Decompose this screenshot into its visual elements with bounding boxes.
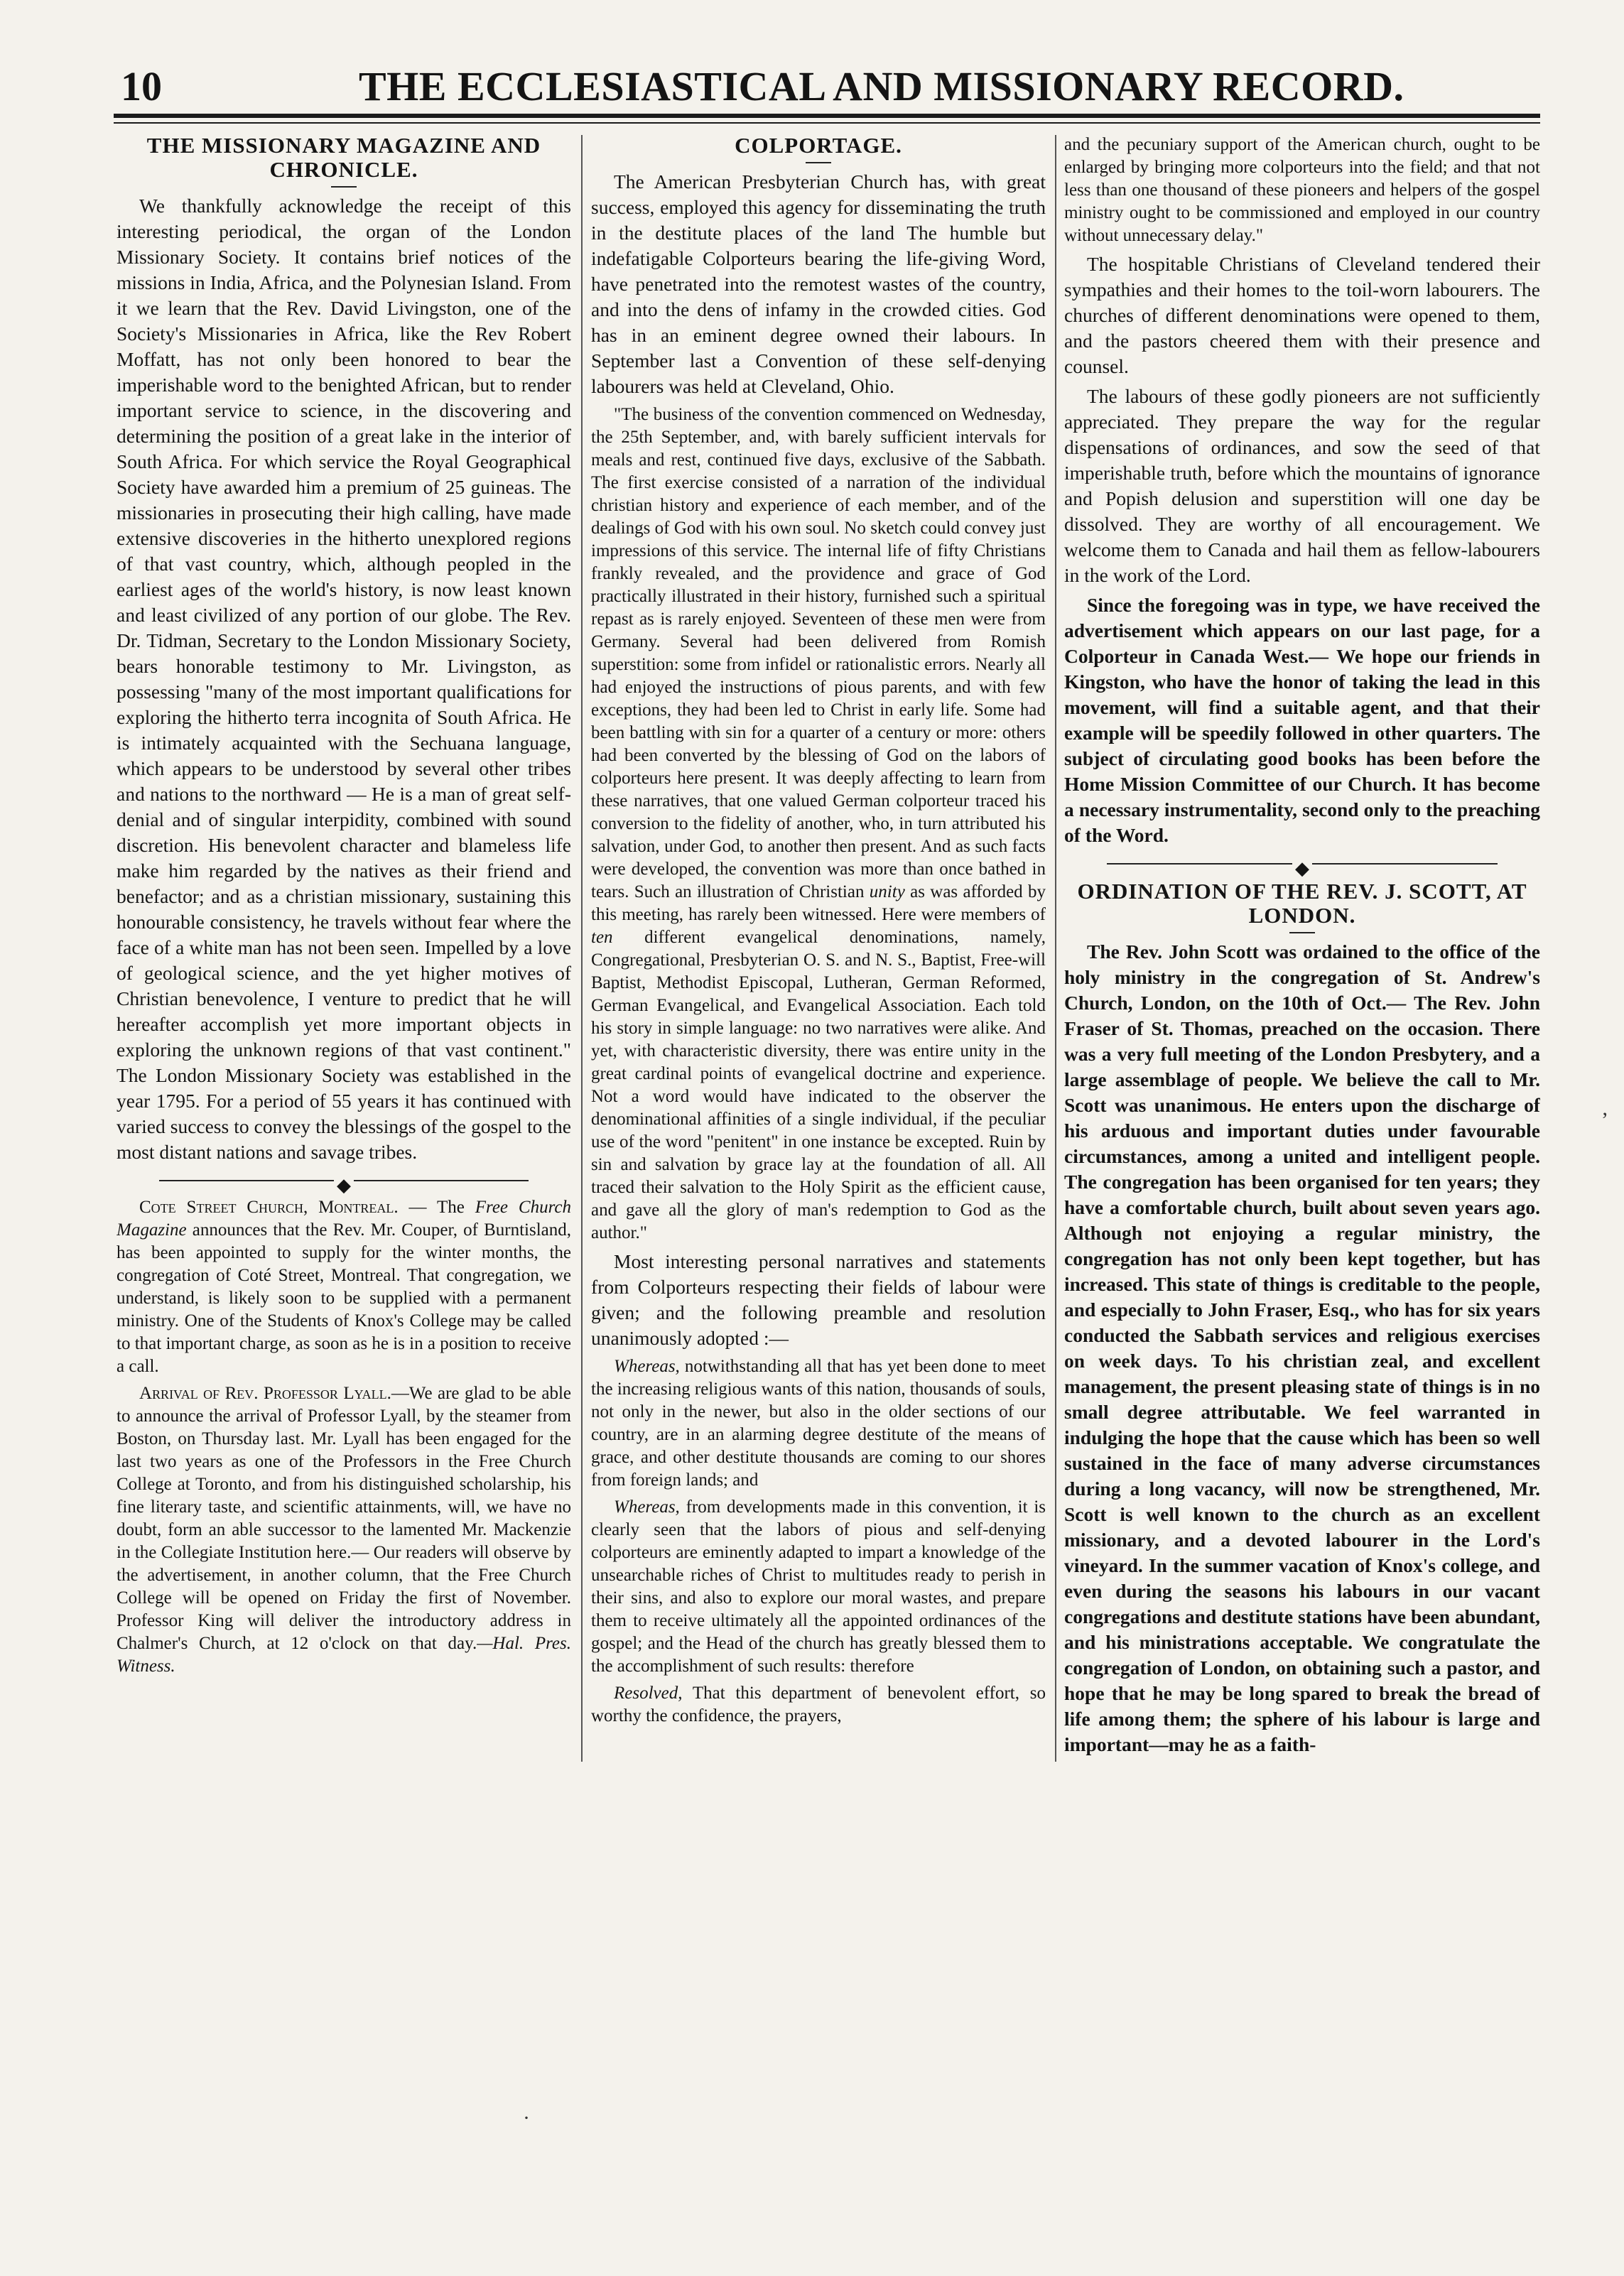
article-paragraph: Since the foregoing was in type, we have received the advertisement which appears on our last page, for a Colporteur in Canada West.— We hope our friends in Kingston, who have the honor of taking the lead in this movement, will find a suitable agent, and that their example will be speedily followed in other quarters. The subject of circulating good books has been before the Home Mission Committee of our Church. It has become a necessary instrumentality, second only to the preaching of the Word. bbox=[1064, 594, 1540, 846]
column-divider bbox=[581, 135, 583, 1762]
header-rule-thin bbox=[114, 122, 1540, 124]
margin-mark: · bbox=[523, 2106, 530, 2130]
article-paragraph: The American Presbyterian Church has, with great success, employed this agency for disseminating the truth in the destitute places of the land The humble but indefatigable Colporteurs bearing the life-giving Word, have penetrated into the remotest wastes of the country, and into the dens of infamy in the crowded cities. God has in an eminent degree owned their labours. In September last a Convention of these self-denying labourers was held at Cleveland, Ohio. bbox=[591, 170, 1046, 397]
ordination-article bbox=[1064, 939, 1540, 1757]
heading-dash bbox=[1289, 932, 1315, 933]
running-title: THE ECCLESIASTICAL AND MISSIONARY RECORD. bbox=[359, 63, 1404, 109]
news-item-lead: Cote Street Church, Montreal. bbox=[139, 1198, 399, 1217]
article-paragraph: The Rev. John Scott was ordained to the office of the holy ministry in the congregation of St. Andrew's Church, London, on the 10th of Oct.— The Rev. John Fraser of St. Thomas, preached on the occasion. There was a very full meeting of the London Presbytery, and a large assemblage of people. We believe the call to Mr. Scott was unanimous. He enters upon the discharge of his arduous and important duties under favourable circumstances, among a united and intelligent people. The congregation has been organised for ten years; they have a comfortable church, built about seven years ago. Although not enjoying a regular ministry, the congregation has not only been kept together, but has increased. This state of things is creditable to the people, and especially to John Fraser, Esq., who has for six years conducted the Sabbath services and religious exercises on week days. To his christian zeal, and excellent management, the present pleasing state of things is in no small degree attributable. We feel warranted in indulging the hope that the cause which has been so well sustained in the face of many adverse circumstances during a long vacancy, will now be strengthened, Mr. Scott is well known to the church as an excellent missionary, and a devoted labourer in the Lord's vineyard. In the summer vacation of Knox's college, and even during the seasons his labours in our vacant congregations and destitute stations have been abundant, and his ministrations acceptable. We congratulate the congregation of London, on obtaining such a pastor, and hope that he may be long spared to break the bread of life among them; the sphere of his labour is large and important—may he as a faith- bbox=[1064, 941, 1540, 1755]
section-ornament: ◆ bbox=[1064, 855, 1540, 872]
heading-dash bbox=[806, 162, 831, 163]
article-paragraph: Most interesting personal narratives and statements from Colporteurs respecting their fields of labour were given; and the following preamble and resolution unanimously adopted :— bbox=[591, 1250, 1046, 1349]
margin-mark: ’ bbox=[1601, 1108, 1608, 1132]
heading-dash bbox=[331, 186, 357, 188]
column-1 bbox=[117, 134, 571, 2236]
article-paragraph: We thankfully acknowledge the receipt of this interesting periodical, the organ of the London Missionary Society. It contains brief notices of the missions in India, Africa, and the Polynesian Island. From it we learn that the Rev. David Livingston, one of the Society's Missionaries in Africa, like the Rev Robert Moffatt, has not only been honored to bear the imperishable word to the benighted African, but to render important service to science, in the discovering and determining the position of a great lake in the interior of South Africa. For which service the Royal Geographical Society have awarded him a premium of 25 guineas. The missionaries in prosecuting their high calling, have made extensive discoveries in the hitherto unexplored regions of that vast country, which, although peopled in the earliest ages of the world's history, is now least known and least civilized of any portion of our globe. The Rev. Dr. Tidman, Secretary to the London Missionary Society, bears honorable testimony to Mr. Livingston, as possessing "many of the most important qualifications for exploring the hitherto terra incognita of South Africa. He is intimately acquainted with the Sechuana language, which appears to be understood by several other tribes and nations to the northward — He is a man of great self-denial and of singular interpidity, combined with sound discretion. His benevolent character and blameless life make him regarded by the natives as their friend and benefactor; and as a christian missionary, sustaining this honourable consistency, he travels without fear where the face of a white man has not been seen. Impelled by a love of geological science, and the yet higher motives of Christian benevolence, I venture to predict that he will hereafter accomplish yet more important objects in exploring the unknown regions of that vast continent." The London Missionary Society was established in the year 1795. For a period of 55 years it has continued with varied success to convey the blessings of the gospel to the most distant nations and savage tribes. bbox=[117, 195, 571, 1163]
page-number: 10 bbox=[121, 63, 162, 109]
news-item-lead: Arrival of Rev. Professor Lyall. bbox=[139, 1384, 391, 1403]
column-3 bbox=[1064, 134, 1540, 2236]
convention-quote: "The business of the convention commenced on Wednesday, the 25th September, and, with barely sufficient intervals for meals and rest, continued five days, exclusive of the Sabbath. The first exercise consisted of a narration of the individual christian history and experience of each member, and of the dealings of God with his own soul. No sketch could convey just impressions of this service. The internal life of fifty Christians frankly revealed, and the providence and grace of God practically illustrated in their history, furnished such a spiritual repast as is rarely enjoyed. Seventeen of these men were from Germany. Several had been delivered from Romish superstition: some from infidel or rationalistic errors. Nearly all had enjoyed the instructions of pious parents, and with few exceptions, they had been led to Christ in early life. Some had been battling with sin for a quarter of a century or more: others had been converted by the blessing of God on the labors of colporteurs here present. It was deeply affecting to learn from these narratives, that one valued German colporteur traced his conversion to the fidelity of another, who, in turn attributed his salvation, under God, to another then present. And as such facts were developed, the convention was more than once bathed in tears. Such an illustration of Christian unity as was afforded by this meeting, has rarely been witnessed. Here were members of ten different evangelical denominations, namely, Congregational, Presbyterian O. S. and N. S., Baptist, Free-will Baptist, Methodist Episcopal, Lutheran, German Reformed, German Evangelical, and Evangelical Association. Each told his story in simple language: no two narratives were alike. And yet, with characteristic diversity, there was entire unity in the great cardinal points of evangelical doctrine and experience. Not a word would have indicated to the observer the denominational affinities of a single individual, if the peculiar use of the word "penitent" in one instance be excepted. Ruin by sin and salvation by grace lay at the foundation of all. All traced their salvation to the Holy Spirit as the efficient cause, and gave all the glory of man's redemption to God as the author." bbox=[591, 405, 1046, 1242]
column-divider bbox=[1055, 135, 1056, 1762]
section-heading-colportage: COLPORTAGE. bbox=[735, 134, 902, 158]
resolution-whereas-1: Whereas, notwithstanding all that has yet been done to meet the increasing religious wants of this nation, thousands of souls, not only in the newer, but also in the older sections of our country, are in an alarming degree destitute of the means of grace, and other destitute thousands are coming to our shores from foreign lands; and bbox=[591, 1357, 1046, 1490]
resolution-resolved: Resolved, That this department of benevolent effort, so worthy the confidence, the prayers, bbox=[591, 1684, 1046, 1725]
header-rule-thick bbox=[114, 114, 1540, 118]
article-paragraph: The labours of these godly pioneers are not sufficiently appreciated. They prepare the way for the regular dispensations of ordinances, and sow the seed of that imperishable truth, before which the mountains of ignorance and Popish delusion and superstition will one day be dissolved. They are worthy of all encouragement. We welcome them to Canada and hail them as fellow-labourers in the work of the Lord. bbox=[1064, 385, 1540, 586]
publication-name: Free Church Magazine bbox=[117, 1198, 571, 1240]
article-paragraph: The hospitable Christians of Cleveland tendered their sympathies and their homes to the toil-worn labourers. The churches of different denominations were opened to them, and the pastors cheered them with their presence and counsel. bbox=[1064, 253, 1540, 377]
section-heading-ordination: ORDINATION OF THE REV. J. SCOTT, AT LONDON. bbox=[1077, 879, 1527, 928]
section-ornament: ◆ bbox=[117, 1172, 571, 1189]
page-header bbox=[114, 57, 1534, 114]
column-2 bbox=[591, 134, 1046, 2236]
news-item-professor-lyall: Arrival of Rev. Professor Lyall.—We are glad to be able to announce the arrival of Professor Lyall, by the steamer from Boston, on Thursday last. Mr. Lyall has been engaged for the last two years as one of the Professors in the Free Church College at Toronto, and from his distinguished scholarship, his fine literary taste, and scientific attainments, will, we have no doubt, form an able successor to the lamented Mr. Mackenzie in the Collegiate Institution here.— Our readers will observe by the advertisement, in another column, that the Free Church College will be opened on Friday the first of November. Professor King will deliver the introductory address in Chalmer's Church, at 12 o'clock on that day.—Hal. Pres. Witness. bbox=[117, 1384, 571, 1676]
news-item-cote-street: Cote Street Church, Montreal. — The Free Church Magazine announces that the Rev. Mr. Couper, of Burntisland, has been appointed to supply for the winter months, the congregation of Coté Street, Montreal. That congregation, we understand, is likely soon to be supplied with a permanent ministry. One of the Students of Knox's College may be called to that important charge, as soon as he is in a position to receive a call. bbox=[117, 1198, 571, 1376]
section-heading-missionary-magazine: THE MISSIONARY MAGAZINE AND CHRONICLE. bbox=[146, 134, 541, 182]
source-attribution: —Hal. Pres. Witness. bbox=[117, 1634, 571, 1676]
resolution-whereas-2: Whereas, from developments made in this convention, it is clearly seen that the labors of pious and self-denying colporteurs are eminently adapted to impart a knowledge of the unsearchable riches of Christ to multitudes ready to perish in their sins, and also to explore our moral wastes, and prepare them to receive ultimately all the appointed ordinances of the gospel; and the Head of the church has greatly blessed them to the accomplishment of such results: therefore bbox=[591, 1497, 1046, 1676]
colporteur-notice bbox=[1064, 592, 1540, 848]
article-paragraph: and the pecuniary support of the American church, ought to be enlarged by bringing more colporteurs into the field; and that not less than one thousand of these pioneers and helpers of the gospel ministry ought to be commissioned and employed in our country without unnecessary delay." bbox=[1064, 135, 1540, 245]
